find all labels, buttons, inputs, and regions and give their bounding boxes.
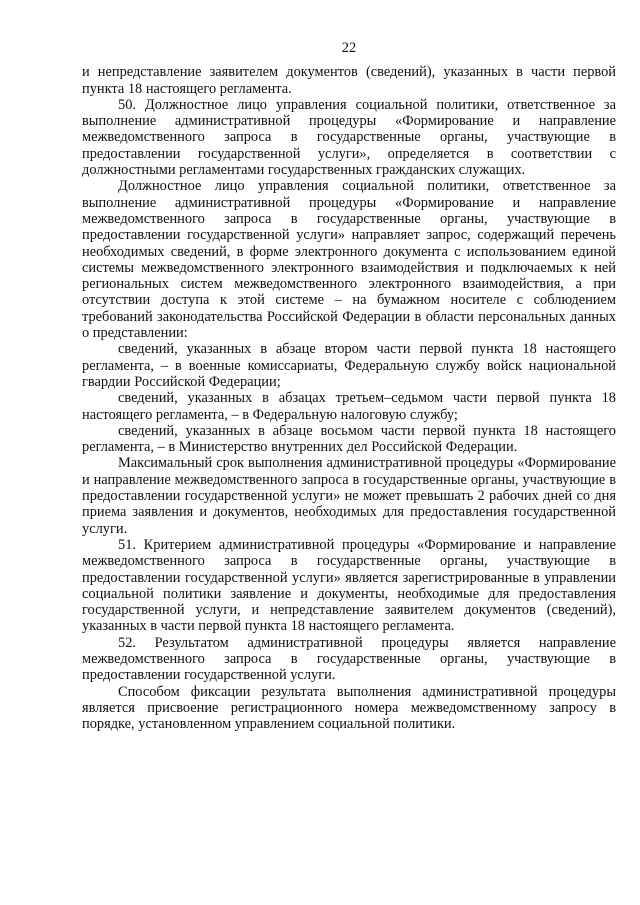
paragraph-max-term: Максимальный срок выполнения административной процедуры «Формирование и направление межведомственного запроса в государственные органы, участвующие в предоставлении государственной услуги» не может превышать 2 рабочих дней со дня приема заявления и документов, необходимых для предоставления государственной услуги. — [82, 455, 616, 537]
paragraph-continuation: и непредставление заявителем документов (сведений), указанных в части первой пункта 18 настоящего регламента. — [82, 64, 616, 97]
paragraph-interior-info: сведений, указанных в абзаце восьмом части первой пункта 18 настоящего регламента, – в Министерство внутренних дел Российской Федерации. — [82, 422, 616, 456]
paragraph-52: 52. Результатом административной процедуры является направление межведомственного запроса в государственные органы, участвующие в предоставлении государственной услуги. — [82, 634, 616, 684]
paragraph-50: 50. Должностное лицо управления социальной политики, ответственное за выполнение административной процедуры «Формирование и направление межведомственного запроса в государственные органы, участвующие в предоставлении государственной услуги», определяется в соответствии с должностными регламентами государственных гражданских служащих. — [82, 96, 616, 179]
paragraph-tax-info: сведений, указанных в абзацах третьем–седьмом части первой пункта 18 настоящего регламента, – в Федеральную налоговую службу; — [82, 390, 616, 423]
paragraph-51: 51. Критерием административной процедуры «Формирование и направление межведомственного запроса в государственные органы, участвующие в предоставлении государственной услуги» является зарегистрированные в управлении социальной политики заявление и документы, необходимые для предоставления государственной услуги, и непредставление заявителем документов (сведений), указанных в части первой пункта 18 настоящего регламента. — [82, 536, 616, 635]
paragraph-military-info: сведений, указанных в абзаце втором части первой пункта 18 настоящего регламента, – в военные комиссариаты, Федеральную службу войск национальной гвардии Российской Федерации; — [82, 341, 616, 390]
paragraph-request-sending: Должностное лицо управления социальной политики, ответственное за выполнение административной процедуры «Формирование и направление межведомственного запроса в государственные органы, участвующие в предоставлении государственной услуги» направляет запрос, содержащий перечень необходимых сведений, в форме электронного документа с использованием единой системы межведомственного электронного взаимодействия и подключаемых к ней региональных систем межведомственного электронного взаимодействия, а при отсутствии доступа к этой системе – на бумажном носителе с соблюдением требований законодательства Российской Федерации в области персональных данных о представлении: — [82, 178, 616, 342]
paragraph-fixation-method: Способом фиксации результата выполнения административной процедуры является присвоение регистрационного номера межведомственному запросу в порядке, установленном управлением социальной политики. — [82, 683, 616, 733]
document-page — [82, 40, 616, 732]
page-number: 22 — [341, 40, 357, 56]
